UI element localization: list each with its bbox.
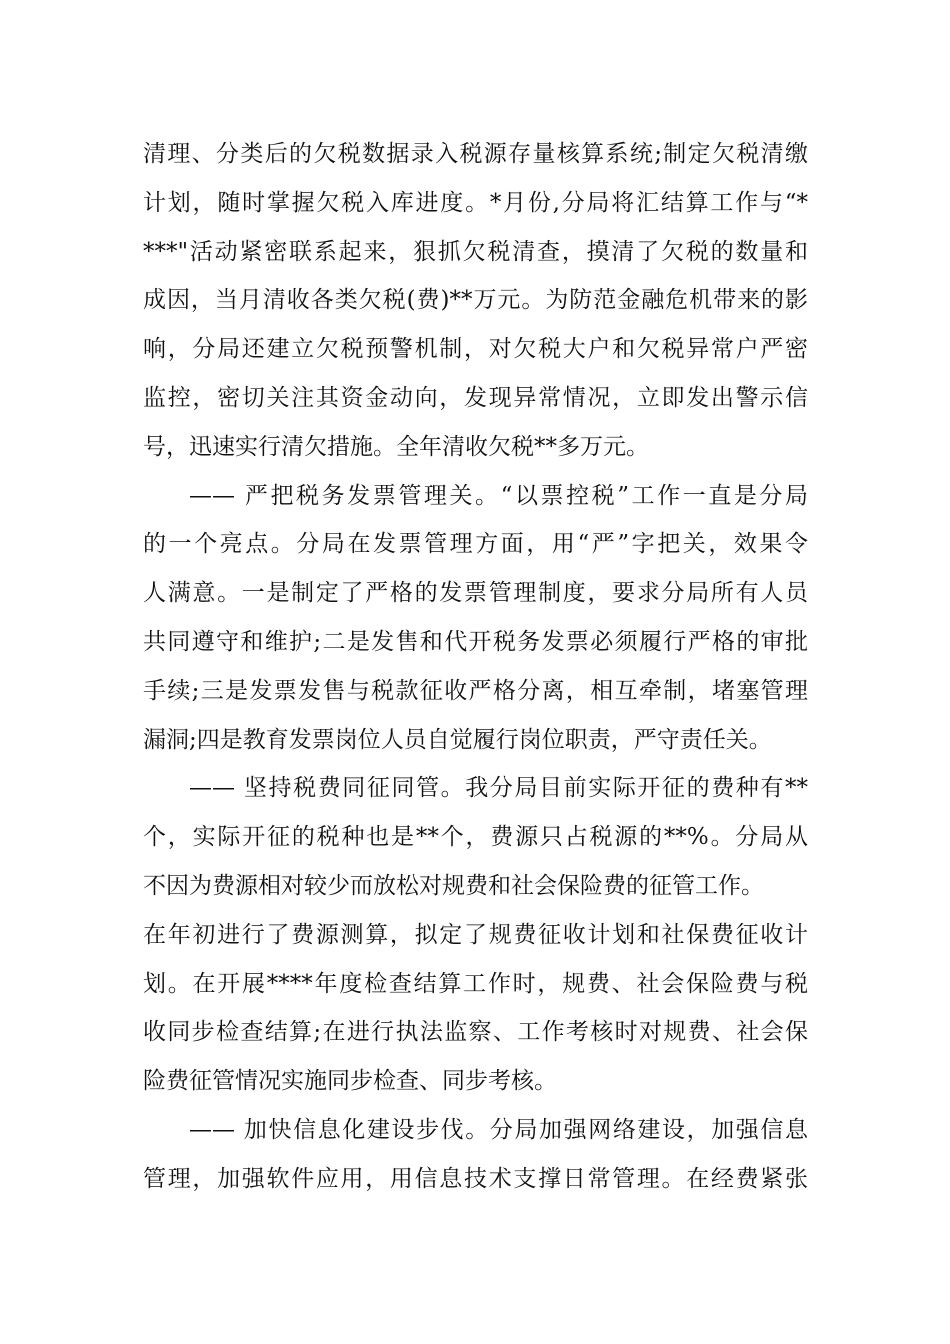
text-line: 划。在开展****年度检查结算工作时，规费、社会保险费与税 <box>143 970 808 997</box>
text-line: —— 严把税务发票管理关。“以票控税”工作一直是分局 <box>189 482 808 509</box>
text-line: —— 加快信息化建设步伐。分局加强网络建设，加强信息 <box>189 1116 808 1143</box>
text-line: 清理、分类后的欠税数据录入税源存量核算系统;制定欠税清缴 <box>143 141 808 167</box>
text-line: 响，分局还建立欠税预警机制，对欠税大户和欠税异常户严密 <box>143 336 808 363</box>
text-line: 监控，密切关注其资金动向，发现异常情况，立即发出警示信 <box>143 384 808 411</box>
text-line: 在年初进行了费源测算，拟定了规费征收计划和社保费征收计 <box>143 921 808 948</box>
text-line: 漏洞;四是教育发票岗位人员自觉履行岗位职责，严守责任关。 <box>143 726 772 753</box>
text-line: 个，实际开征的税种也是**个，费源只占税源的**%。分局从 <box>143 824 808 851</box>
text-line: ***"活动紧密联系起来，狠抓欠税清查，摸清了欠税的数量和 <box>143 238 808 265</box>
text-line: —— 坚持税费同征同管。我分局目前实际开征的费种有** <box>189 775 808 802</box>
text-line: 手续;三是发票发售与税款征收严格分离，相互牵制，堵塞管理 <box>143 677 808 704</box>
text-line: 险费征管情况实施同步检查、同步考核。 <box>143 1068 557 1095</box>
text-line: 人满意。一是制定了严格的发票管理制度，要求分局所有人员 <box>143 580 808 607</box>
text-line: 不因为费源相对较少而放松对规费和社会保险费的征管工作。 <box>143 872 764 899</box>
text-line: 成因，当月清收各类欠税(费)**万元。为防范金融危机带来的影 <box>143 287 808 314</box>
text-line: 管理，加强软件应用，用信息技术支撑日常管理。在经费紧张 <box>143 1165 808 1192</box>
text-line: 号，迅速实行清欠措施。全年清收欠税**多万元。 <box>143 433 649 460</box>
document-body <box>143 130 808 1204</box>
text-line: 计划，随时掌握欠税入库进度。*月份,分局将汇结算工作与“* <box>143 189 808 216</box>
text-line: 收同步检查结算;在进行执法监察、工作考核时对规费、社会保 <box>143 1019 808 1046</box>
text-line: 的一个亮点。分局在发票管理方面，用“严”字把关，效果令 <box>143 531 808 558</box>
text-line: 共同遵守和维护;二是发售和代开税务发票必须履行严格的审批 <box>143 628 808 655</box>
